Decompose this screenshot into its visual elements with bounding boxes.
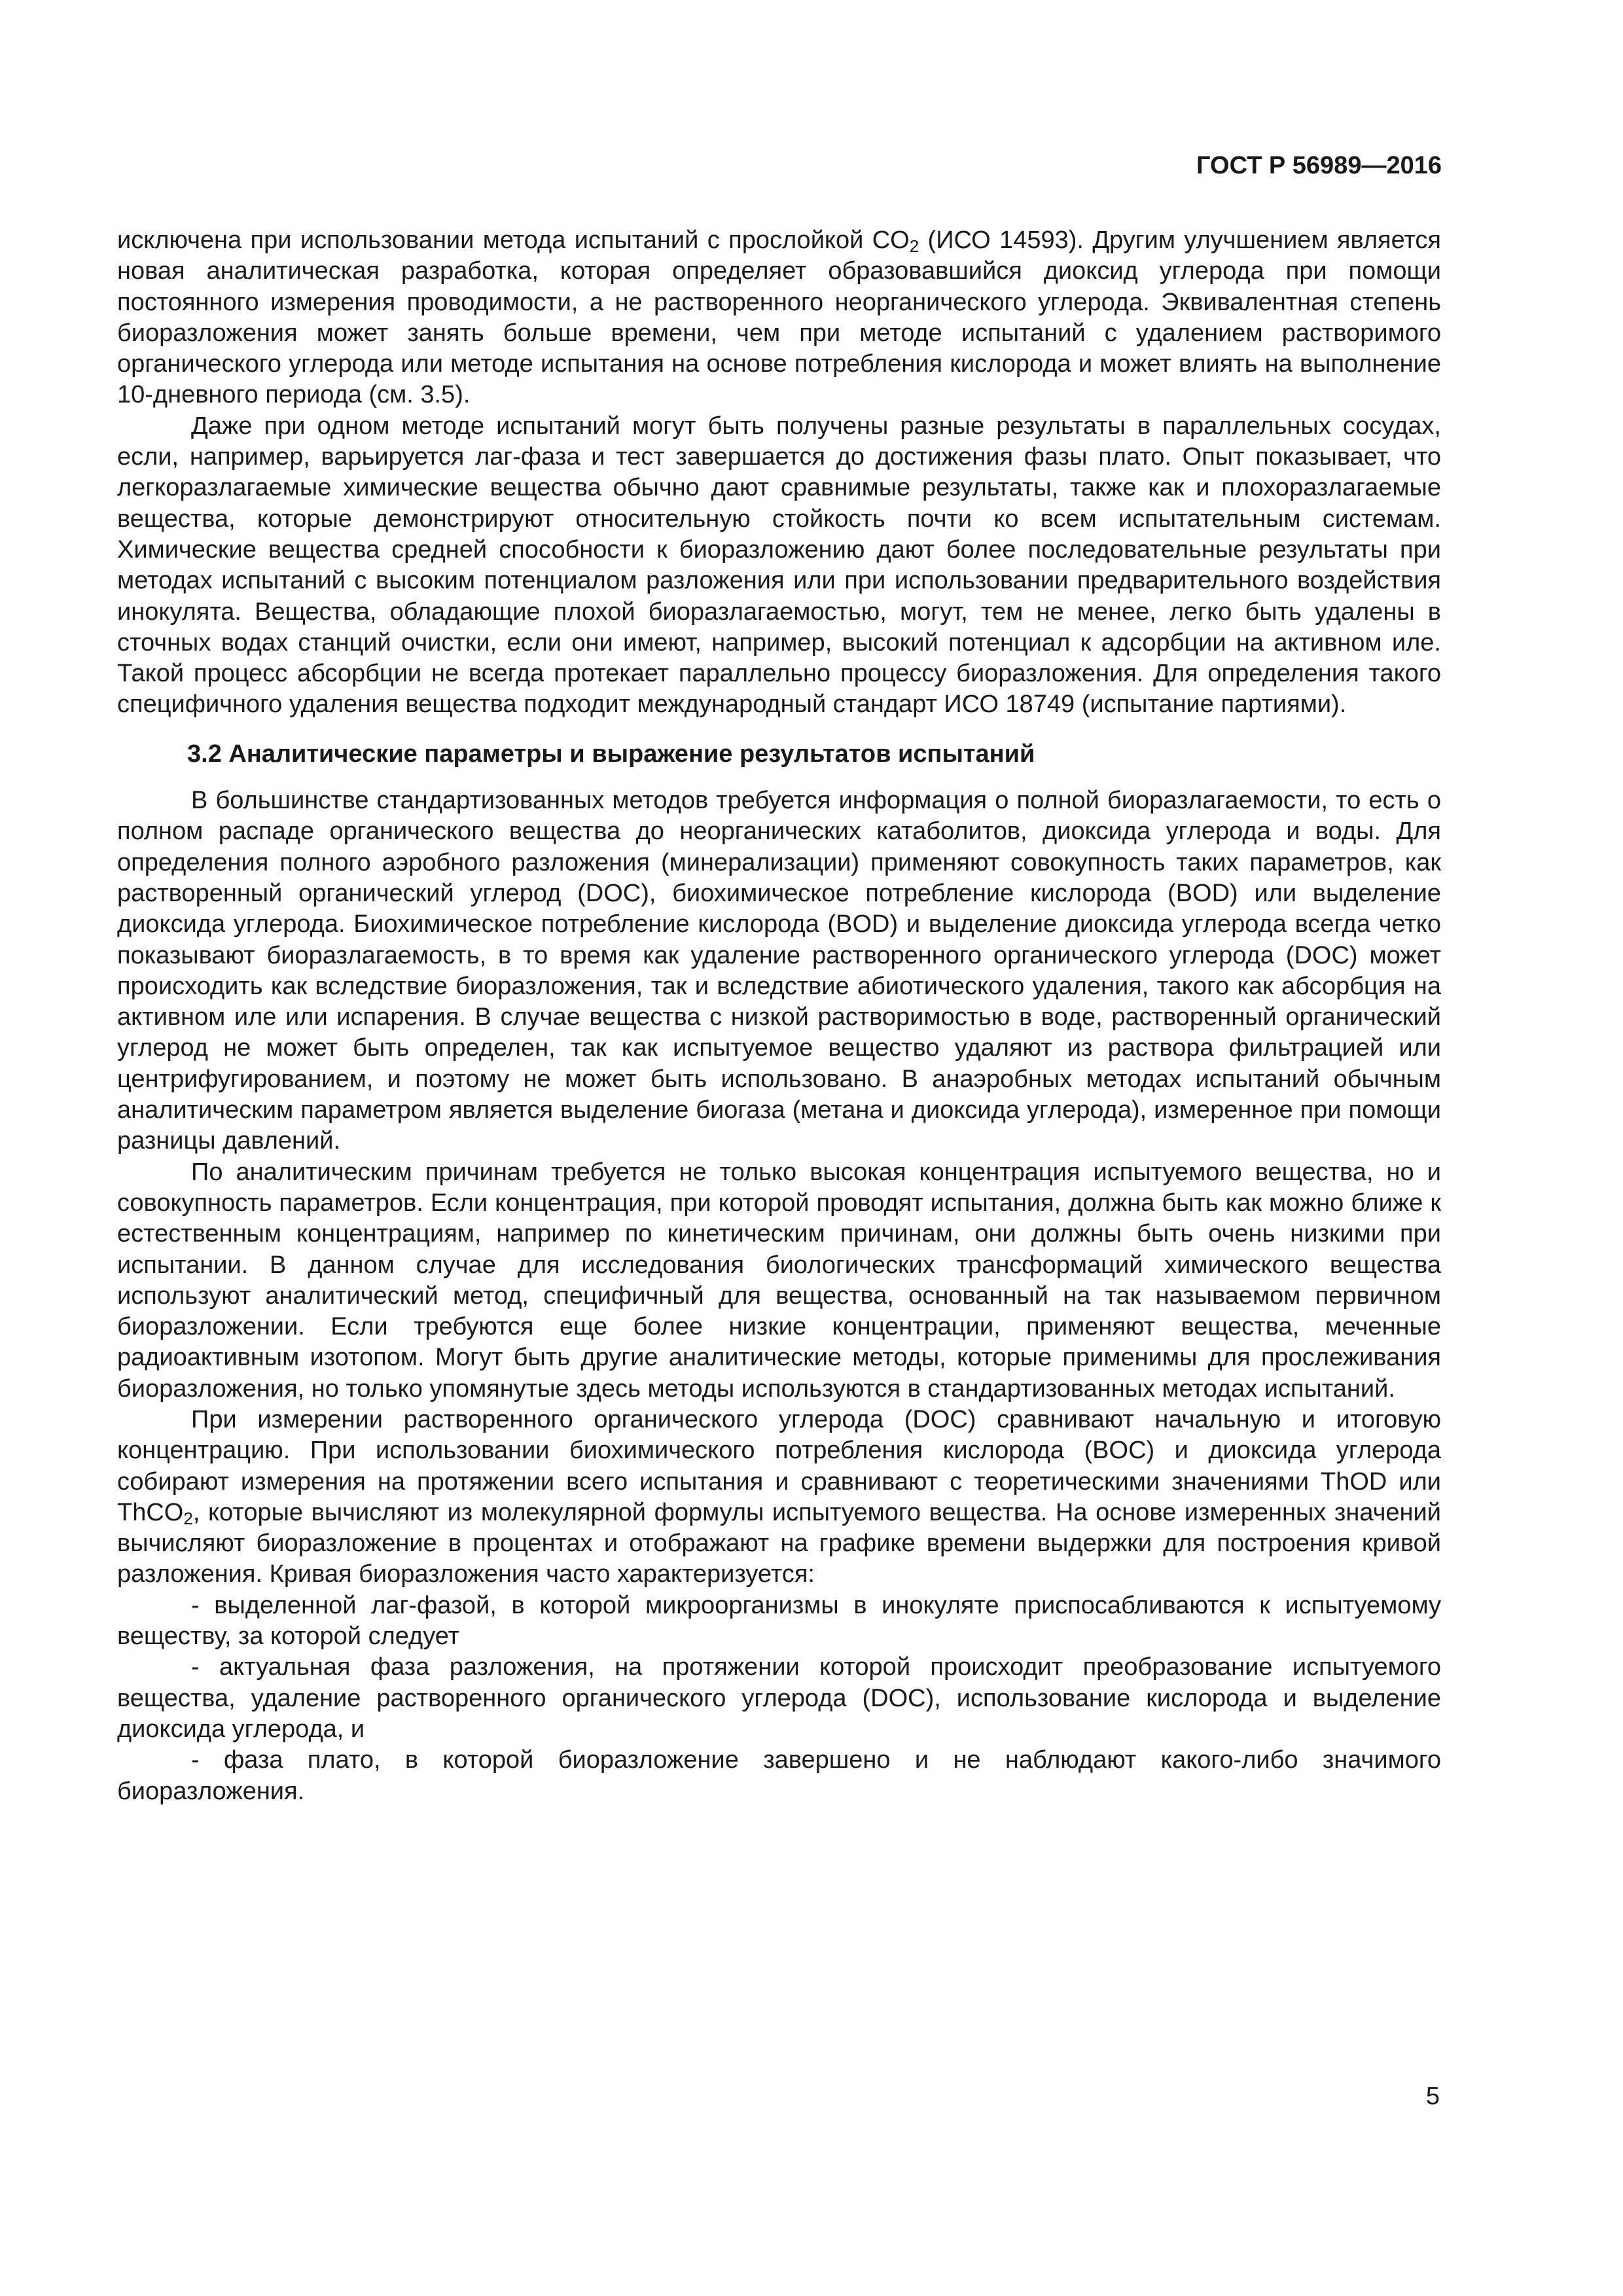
list-item: - актуальная фаза разложения, на протяжении которой происходит преобразование испытуемого вещества, удаление растворенного органического углерода (DOC), использование кислорода и выделение диоксида углерода, и xyxy=(117,1653,1441,1743)
section-heading-3-2: 3.2 Аналитические параметры и выражение результатов испытаний xyxy=(187,740,1035,768)
paragraph-1-part-2: (ИСО 14593). Другим улучшением является новая аналитическая разработка, которая определяет образовавшийся диоксид углерода при помощи постоянного измерения проводимости, а не растворенного неорганического углерода. Эквивалентная степень биоразложения может занять больше времени, чем при методе испытаний с удалением растворимого органического углерода или методе испытания на основе потребления кислорода и может влиять на выполнение 10-дневного периода (см. 3.5). xyxy=(117,226,1442,409)
subscript-2: 2 xyxy=(909,236,919,256)
list-item: - выделенной лаг-фазой, в которой микроорганизмы в инокуляте приспосабливаются к испытуемому веществу, за которой следует xyxy=(117,1591,1441,1651)
paragraph-2: Даже при одном методе испытаний могут быть получены разные результаты в параллельных сосудах, если, например, варьируется лаг-фаза и тест завершается до достижения фазы плато. Опыт показывает, что легкоразлагаемые химические вещества обычно дают сравнимые результаты, также как и плохоразлагаемые вещества, которые демонстрируют относительную стойкость почти ко всем испытательным системам. Химические вещества средней способности к биоразложению дают более последовательные результаты при методах испытаний с высоким потенциалом разложения или при использовании предварительного воздействия инокулята. Вещества, обладающие плохой биоразлагаемостью, могут, тем не менее, легко быть удалены в сточных водах станций очистки, если они имеют, например, высокий потенциал к адсорбции на активном иле. Такой процесс абсорбции не всегда протекает параллельно процессу биоразложения. Для определения такого специфичного удаления вещества подходит международный стандарт ИСО 18749 (испытание партиями). xyxy=(117,412,1441,719)
list-item: - фаза плато, в которой биоразложение завершено и не наблюдают какого-либо значимого биоразложения. xyxy=(117,1746,1441,1805)
paragraph-3: В большинстве стандартизованных методов требуется информация о полной биоразлагаемости, то есть о полном распаде органического вещества до неорганических катаболитов, диоксида углерода и воды. Для определения полного аэробного разложения (минерализации) применяют совокупность таких параметров, как растворенный органический углерод (DOC), биохимическое потребление кислорода (BOD) или выделение диоксида углерода. Биохимическое потребление кислорода (BOD) и выделение диоксида углерода всегда четко показывают биоразлагаемость, в то время как удаление растворенного органического углерода (DOC) может происходить как вследствие биоразложения, так и вследствие абиотического удаления, такого как абсорбция на активном иле или испарения. В случае вещества с низкой растворимостью в воде, растворенный органический углерод не может быть определен, так как испытуемое вещество удаляют из раствора фильтрацией или центрифугированием, и поэтому не может быть использовано. В анаэробных методах испытаний обычным аналитическим параметром является выделение биогаза (метана и диоксида углерода), измеренное при помощи разницы давлений. xyxy=(117,787,1441,1155)
paragraph-5 xyxy=(117,1405,1441,1590)
paragraph-5-part-2: , которые вычисляют из молекулярной формулы испытуемого вещества. На основе измеренных значений вычисляют биоразложение в процентах и отображают на графике времени выдержки для построения кривой разложения. Кривая биоразложения часто характеризуется: xyxy=(117,1498,1441,1588)
paragraph-1-part-1: исключена при использовании метода испытаний с прослойкой CO xyxy=(117,226,910,254)
body-text xyxy=(117,225,1441,1807)
page-number: 5 xyxy=(1425,2083,1440,2110)
subscript-2: 2 xyxy=(183,1508,193,1528)
paragraph-1 xyxy=(117,225,1441,411)
standard-header: ГОСТ Р 56989—2016 xyxy=(1196,152,1442,179)
paragraph-5-part-1: При измерении растворенного органического углерода (DOC) сравнивают начальную и итоговую концентрацию. При использовании биохимического потребления кислорода (BOC) и диоксида углерода собирают измерения на протяжении всего испытания и сравнивают с теоретическими значениями ThOD или ThCO xyxy=(117,1405,1441,1526)
paragraph-4: По аналитическим причинам требуется не только высокая концентрация испытуемого вещества, но и совокупность параметров. Если концентрация, при которой проводят испытания, должна быть как можно ближе к естественным концентрациям, например по кинетическим причинам, они должны быть очень низкими при испытании. В данном случае для исследования биологических трансформаций химического вещества используют аналитический метод, специфичный для вещества, основанный на так называемом первичном биоразложении. Если требуются еще более низкие концентрации, применяют вещества, меченные радиоактивным изотопом. Могут быть другие аналитические методы, которые применимы для прослеживания биоразложения, но только упомянутые здесь методы используются в стандартизованных методах испытаний. xyxy=(117,1158,1441,1403)
